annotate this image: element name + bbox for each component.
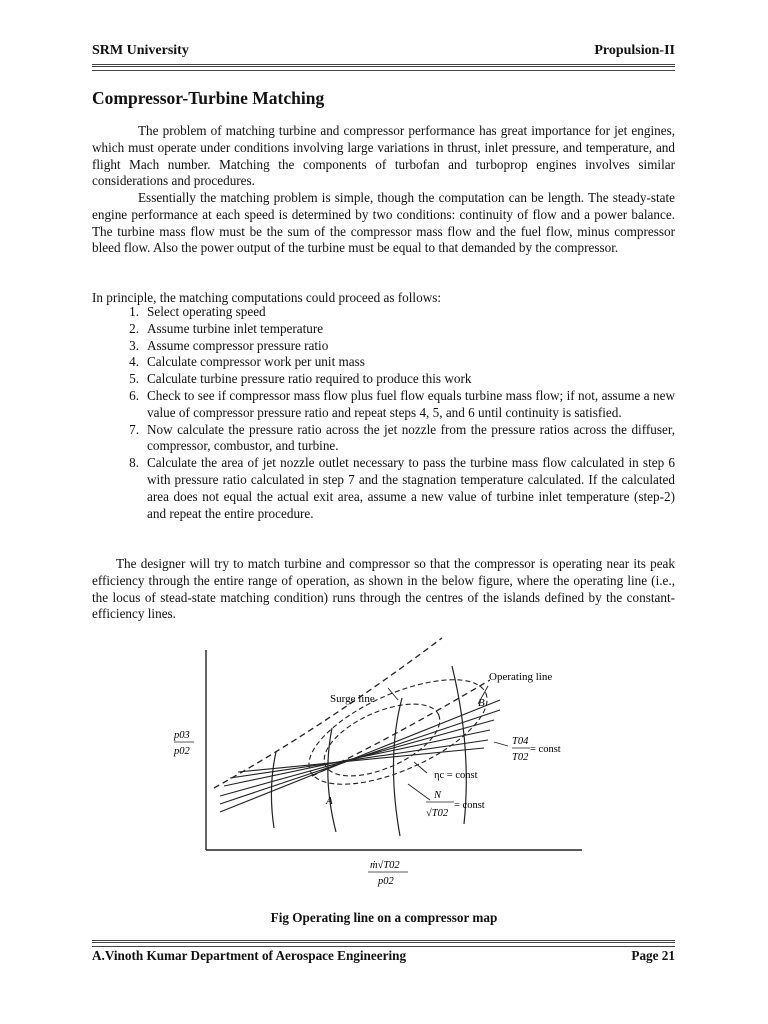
header-course: Propulsion-II: [594, 43, 675, 58]
x-axis-label-num: ṁ√T02: [370, 860, 400, 871]
matching-steps-list: [92, 304, 675, 522]
header-university: SRM University: [92, 43, 189, 58]
x-axis-label-den: p02: [378, 876, 394, 887]
list-item: 8. Calculate the area of jet nozzle outlet necessary to pass the turbine mass flow calculated in step 6 with pressure ratio calculated in step 7 and the stagnation temperature calculated. If the calculated area does not equal the actual exit area, assume a new value of turbine inlet temperature (step-2) and repeat the entire procedure.: [129, 455, 675, 521]
temp-ratio-den: T02: [512, 752, 529, 763]
section-title: Compressor-Turbine Matching: [92, 88, 325, 108]
footer-rule: [92, 940, 675, 947]
surge-line-label: Surge line: [330, 693, 375, 705]
efficiency-islands: [295, 658, 501, 806]
temperature-ratio-lines: [220, 700, 500, 812]
list-item: 4. Calculate compressor work per unit mass: [129, 354, 365, 370]
page-header: [92, 43, 675, 59]
header-rule: [92, 64, 675, 71]
figure-caption: Fig Operating line on a compressor map: [270, 910, 498, 925]
operating-line-label: Operating line: [489, 671, 553, 683]
speed-ratio-num: N: [434, 790, 442, 801]
temp-ratio-num: T04: [512, 736, 529, 747]
list-item: 6. Check to see if compressor mass flow plus fuel flow equals turbine mass flow; if not, assume a new value of compressor pressure ratio and repeat steps 4, 5, and 6 until continuity is satisfied.: [129, 387, 675, 420]
page-number: Page 21: [631, 948, 675, 963]
paragraph-principle: In principle, the matching computations could proceed as follows:: [92, 290, 442, 305]
speed-ratio-const: = const: [454, 800, 485, 811]
paragraph-designer: The designer will try to match turbine and compressor so that the compressor is operating near its peak efficiency through the entire range of operation, as shown in the below figure, where the operating line (i.e., the locus of stead-state matching condition) runs through the centres of the islands defined by the constant-efficiency lines.: [92, 556, 675, 622]
point-a-label: A: [326, 795, 333, 807]
list-item: 7. Now calculate the pressure ratio across the jet nozzle from the pressure ratios across the diffuser, compressor, combustor, and turbine.: [129, 421, 675, 454]
y-axis-label-num: p03: [174, 730, 190, 741]
speed-ratio-den: √T02: [426, 808, 449, 819]
paragraph-conditions: Essentially the matching problem is simple, though the computation can be length. The steady-state engine performance at each speed is determined by two conditions: continuity of flow and a power balance. The turbine mass flow must be the sum of the compressor mass flow and the fuel flow, minus compressor bleed flow. Also the power output of the turbine must be equal to that demanded by the compressor.: [92, 190, 675, 256]
efficiency-label: ηc = const: [434, 770, 478, 781]
point-b-label: B: [478, 697, 485, 709]
list-item: 3. Assume compressor pressure ratio: [129, 337, 329, 353]
page-footer: [92, 948, 675, 964]
temp-ratio-const: = const: [530, 744, 561, 755]
paragraph-intro: The problem of matching turbine and compressor performance has great importance for jet engines, which must operate under conditions involving large variations in thrust, inlet pressure, and temperature, and flight Mach number. Matching the components of turbofan and turboprop engines involves similar considerations and procedures.: [92, 123, 675, 189]
list-item: 1. Select operating speed: [129, 304, 266, 319]
compressor-map-figure: [172, 628, 596, 890]
y-axis-label-den: p02: [174, 746, 190, 757]
list-item: 2. Assume turbine inlet temperature: [129, 320, 324, 336]
footer-author: A.Vinoth Kumar Department of Aerospace Engineering: [92, 948, 407, 963]
list-item: 5. Calculate turbine pressure ratio required to produce this work: [129, 371, 472, 387]
